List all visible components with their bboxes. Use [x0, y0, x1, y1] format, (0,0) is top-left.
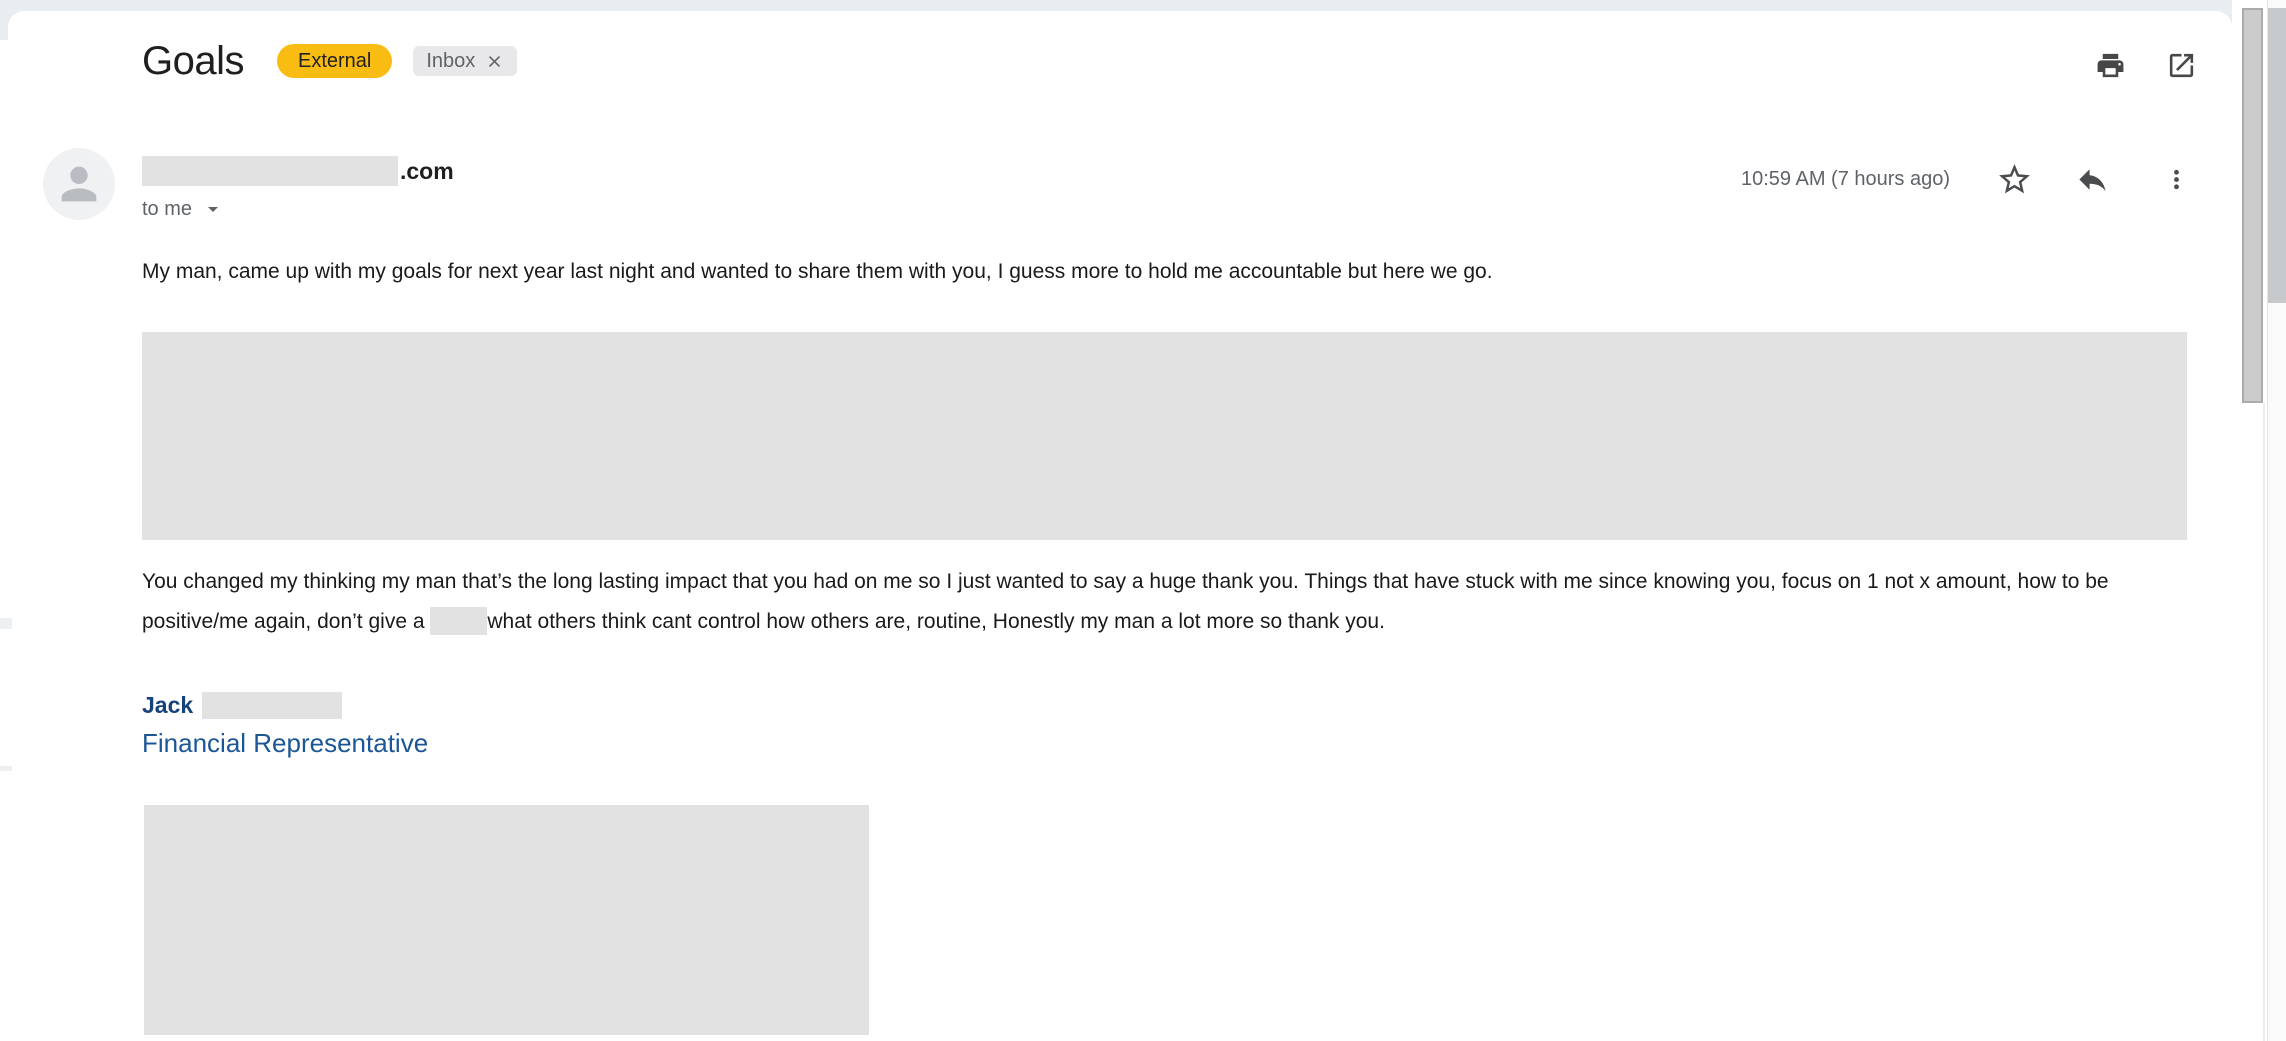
- timestamp: 10:59 AM (7 hours ago): [1740, 167, 1950, 190]
- message-toolbar: [2095, 50, 2197, 81]
- signature-title-link[interactable]: Financial Representative: [142, 728, 429, 758]
- left-edge-artifact: [0, 618, 12, 629]
- email-subject: Goals: [142, 39, 244, 83]
- pane-scrollbar-track-line: [2263, 403, 2265, 1041]
- window-scrollbar-thumb[interactable]: [2268, 8, 2286, 303]
- pane-scrollbar-thumb[interactable]: [2242, 8, 2263, 403]
- signature-block: [142, 692, 428, 759]
- reply-icon: [2075, 162, 2110, 197]
- sender-name-redaction: [142, 156, 398, 186]
- redacted-content-block: [142, 332, 2187, 540]
- inbox-badge[interactable]: [413, 46, 517, 76]
- signature-name: Jack: [142, 692, 194, 718]
- avatar-person-icon: [53, 158, 105, 210]
- print-icon[interactable]: [2095, 50, 2126, 81]
- open-in-new-icon[interactable]: [2166, 50, 2197, 81]
- star-button[interactable]: [1992, 161, 2036, 198]
- redacted-signature-image: [144, 805, 869, 1035]
- reply-button[interactable]: [2070, 162, 2114, 197]
- body-paragraph-2: [142, 562, 2194, 642]
- email-card: [8, 11, 2232, 1041]
- body-paragraph-1: My man, came up with my goals for next year last night and wanted to share them with you, I guess more to hold me accountable but here we go.: [142, 260, 1493, 283]
- left-edge-artifact: [0, 766, 12, 771]
- signature-surname-redaction: [202, 692, 342, 719]
- avatar[interactable]: [43, 148, 115, 220]
- sender-domain: .com: [400, 157, 454, 184]
- recipient-details-toggle[interactable]: [142, 197, 225, 221]
- more-vert-icon: [2162, 165, 2191, 194]
- subject-row: [142, 37, 517, 85]
- recipient-label: to me: [142, 197, 193, 220]
- sender-row: [142, 156, 454, 186]
- close-icon[interactable]: [485, 52, 504, 71]
- external-badge: [277, 44, 392, 78]
- inbox-badge-label: Inbox: [426, 49, 476, 72]
- paragraph2-text-before: You changed my thinking my man that’s the long lasting impact that you had on me so I just wanted to say a huge thank you. Things that have stuck with me since knowing you, focus on 1 not x amount, how to be positive/me again, don’t give a: [142, 570, 2109, 633]
- external-badge-label: External: [298, 49, 372, 72]
- dropdown-arrow-icon: [201, 197, 225, 221]
- inline-word-redaction: [430, 607, 487, 635]
- more-options-button[interactable]: [2154, 165, 2198, 194]
- signature-name-line: [142, 692, 428, 719]
- paragraph2-text-after: what others think cant control how others are, routine, Honestly my man a lot more so thank you.: [487, 610, 1385, 633]
- message-meta-row: [1741, 155, 2198, 203]
- star-icon: [1996, 161, 2033, 198]
